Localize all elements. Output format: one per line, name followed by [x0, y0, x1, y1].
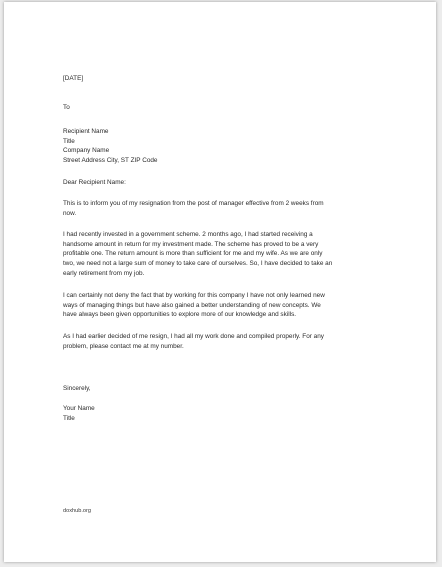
- signature-block: [63, 404, 393, 423]
- paragraph-line: profitable one. The return amount is more than sufficient for me and my wife. As we are only: [63, 250, 323, 258]
- paragraph-3: [63, 291, 393, 320]
- paragraph-1: [63, 199, 393, 218]
- letter-page: [4, 2, 436, 562]
- paragraph-2: [63, 230, 393, 279]
- paragraph-line: handsome amount in return for my investment made. The scheme has proved to be a very: [63, 240, 319, 248]
- paragraph-line: ways of managing things but have also gained a better understanding of new concepts. We: [63, 301, 321, 309]
- paragraph-line: I had recently invested in a government scheme. 2 months ago, I had started receiving a: [63, 231, 313, 238]
- paragraph-line: now.: [63, 209, 77, 217]
- date-text: [DATE]: [63, 75, 84, 82]
- paragraph-line: I can certainly not deny the fact that by working for this company I have not only learned new: [63, 292, 325, 299]
- date-line: [63, 74, 393, 84]
- recipient-name: Recipient Name: [63, 128, 109, 135]
- closing: [63, 384, 393, 394]
- salutation: [63, 178, 393, 188]
- to-text: To: [63, 104, 70, 111]
- paragraph-line: early retirement from my job.: [63, 269, 145, 277]
- recipient-address: Street Address City, ST ZIP Code: [63, 157, 158, 165]
- recipient-company: Company Name: [63, 147, 110, 155]
- recipient-title: Title: [63, 137, 75, 145]
- closing-text: Sincerely,: [63, 385, 91, 392]
- paragraph-line: two, we need not a large sum of money to take care of ourselves. So, I have decided to take an: [63, 260, 333, 268]
- signature-name: Your Name: [63, 405, 95, 412]
- paragraph-line: As I had earlier decided of me resign, I had all my work done and compiled properly. For any: [63, 333, 324, 340]
- paragraph-line: This is to inform you of my resignation from the post of manager effective from 2 weeks from: [63, 200, 324, 207]
- paragraph-line: problem, please contact me at my number.: [63, 342, 184, 350]
- paragraph-line: have always been given opportunities to explore more of our knowledge and skills.: [63, 311, 297, 319]
- salutation-text: Dear Recipient Name:: [63, 179, 126, 186]
- paragraph-4: [63, 332, 393, 351]
- signature-title: Title: [63, 414, 75, 422]
- recipient-block: [63, 127, 393, 166]
- to-line: [63, 103, 393, 113]
- footer-watermark: [63, 507, 393, 517]
- footer-text: doxhub.org: [63, 508, 91, 514]
